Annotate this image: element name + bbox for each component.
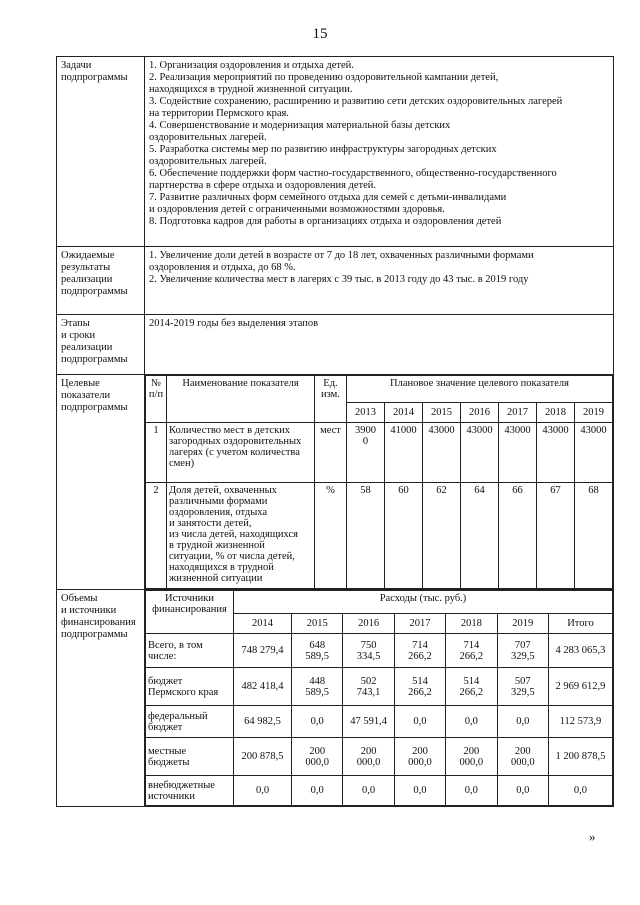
financing-value [343,738,394,776]
target-value [499,423,537,483]
targets-header-unit-line: изм. [321,389,340,400]
financing-source-line: бюджет [148,675,183,687]
target-name-line: различными формами [169,496,268,507]
financing-value [394,776,445,806]
financing-value-line: 0,0 [464,785,478,796]
financing-value [234,668,292,706]
financing-value [343,668,394,706]
target-unit: % [315,483,347,589]
financing-value-line: 266,2 [459,650,484,662]
target-value-line: 43000 [428,425,455,436]
task-line: 4. Совершенствование и модернизация материальной базы детских [149,120,451,131]
target-value [575,483,613,589]
financing-value-line: 200 [412,745,428,757]
financing-value-line: 0,0 [310,716,324,727]
financing-value-line: 0,0 [464,716,478,727]
target-name-line: ситуации, % от числа детей, [169,551,295,562]
financing-value-line: 200 [463,745,480,757]
financing-value-line: 448 [309,675,326,687]
closing-quote: » [589,829,596,844]
target-num: 2 [146,483,167,589]
financing-value [292,634,343,668]
financing-value [446,776,497,806]
target-value [347,423,385,483]
target-value-line: 58 [360,485,371,496]
financing-total [548,634,612,668]
financing-content [145,590,614,807]
target-name-line: смен) [169,458,195,469]
financing-year-header: 2015 [292,614,343,634]
tasks-content [145,57,614,247]
targets-table [145,375,613,589]
financing-value-line: 748 279,4 [241,645,284,656]
financing-header-sources-line: финансирования [152,604,227,615]
financing-value [446,634,497,668]
financing-value [234,738,292,776]
financing-value-line: 0,0 [516,716,530,727]
target-value [499,483,537,589]
task-line: 8. Подготовка кадров для работы в организациях отдыха и оздоровления детей [149,216,502,227]
target-name [167,483,315,589]
financing-value [343,706,394,738]
financing-value-line: 0,0 [362,785,376,796]
results-label [57,247,145,315]
financing-value-line: 0,0 [573,785,588,796]
financing-row-item [146,776,613,806]
targets-header-unit [315,376,347,423]
financing-value-line: 266,2 [408,650,432,662]
financing-source-line: числе: [148,650,177,662]
financing-value-line: 0,0 [413,716,427,727]
targets-header-num-line: п/п [148,389,164,400]
financing-value [234,634,292,668]
financing-source [146,634,234,668]
targets-label-line: подпрограммы [61,402,128,413]
financing-value-line: 112 573,9 [559,716,602,727]
financing-value [292,738,343,776]
financing-value [343,634,394,668]
financing-value-line: 47 591,4 [350,716,387,727]
financing-year-header: 2019 [497,614,548,634]
financing-value-line: 589,5 [305,650,329,662]
target-name-line: в трудной жизненной [169,540,265,551]
financing-header-sources [146,591,234,634]
financing-source [146,738,234,776]
financing-value-line: 514 [412,675,428,687]
targets-row [57,375,614,590]
financing-value-line: 0,0 [516,785,530,796]
passport-table [56,56,614,807]
financing-year-header: 2017 [394,614,445,634]
financing-value-line: 648 [309,639,326,651]
financing-header-expenses: Расходы (тыс. руб.) [234,591,613,614]
financing-label-line: финансирования [61,617,136,628]
financing-value-line: 200 [360,745,377,757]
financing-value-line: 743,1 [356,686,381,698]
financing-value-line: 0,0 [310,785,324,796]
tasks-label-line: подпрограммы [61,72,128,83]
financing-value [234,776,292,806]
financing-value-line: 266,2 [459,686,484,698]
page-number: 15 [312,26,328,42]
financing-value [497,776,548,806]
financing-value-line: 000,0 [408,756,432,768]
financing-total [548,738,612,776]
financing-total [548,668,612,706]
target-name-line: и занятости детей, [169,518,252,529]
financing-value-line: 714 [412,639,428,651]
financing-row-item [146,706,613,738]
financing-source-line: внебюджетные [148,779,215,791]
target-value-line: 43000 [504,425,531,436]
financing-source-line: бюджет [148,721,183,733]
target-name-line: лагерях (с учетом количества [169,447,300,458]
financing-value-line: 000,0 [510,756,535,768]
target-value [461,483,499,589]
financing-value [497,634,548,668]
target-value [385,483,423,589]
targets-header-row [146,376,613,403]
financing-value-line: 707 [514,639,531,651]
financing-value [497,668,548,706]
targets-label-line: Целевые [61,378,100,389]
target-name-line: Количество мест в детских [169,425,291,436]
financing-value [446,738,497,776]
financing-value [394,668,445,706]
targets-header-unit-line: Ед. [323,378,338,389]
task-line: 7. Развитие различных форм семейного отдыха для семей с детьми-инвалидами [149,192,507,203]
financing-value-line: 2 969 612,9 [555,681,606,692]
stages-label-line: Этапы [61,318,90,329]
target-name-line: из числа детей, находящихся [169,529,298,540]
target-year-header: 2017 [499,403,537,423]
target-year-header: 2018 [537,403,575,423]
task-line: 6. Обеспечение поддержки форм частно-государственного, общественно-государственного [149,168,557,179]
target-value [537,423,575,483]
financing-source-line: местные [148,745,187,757]
target-value [461,423,499,483]
stages-label-line: и сроки [61,330,96,341]
financing-value-line: 514 [463,675,480,687]
financing-value-line: 0,0 [255,785,270,796]
target-value [423,423,461,483]
target-num: 1 [146,423,167,483]
financing-year-header: Итого [548,614,612,634]
target-value-line: 66 [512,485,523,496]
financing-header-row [146,591,613,614]
task-line: находящихся в трудной жизненной ситуации. [149,84,353,95]
task-line: и оздоровления детей с ограниченными возможностями здоровья. [149,204,445,215]
financing-value-line: 000,0 [305,756,329,768]
financing-source-line: федеральный [148,710,208,722]
task-line: оздоровительных лагерей. [149,156,267,167]
financing-value-line: 266,2 [408,686,432,698]
target-value-line: 43000 [466,425,493,436]
financing-value-line: 507 [514,675,531,687]
target-name-line: Доля детей, охваченных [169,485,277,496]
task-line: оздоровительных лагерей. [149,132,267,143]
target-row [146,423,613,483]
financing-total [548,706,612,738]
financing-value-line: 334,5 [356,650,381,662]
financing-year-header: 2016 [343,614,394,634]
financing-value-line: 200 [309,745,326,757]
target-year-header: 2019 [575,403,613,423]
target-value-line: 64 [474,485,485,496]
financing-value-line: 200 878,5 [241,751,284,762]
financing-value [446,668,497,706]
stages-label-line: подпрограммы [61,354,128,365]
result-line: 2. Увеличение количества мест в лагерях с 39 тыс. в 2013 году до 43 тыс. в 2019 году [149,274,529,285]
financing-value [292,776,343,806]
results-label-line: подпрограммы [61,286,128,297]
target-name-line: находящихся в трудной [169,562,274,573]
financing-value-line: 0,0 [413,785,427,796]
results-label-line: Ожидаемые [61,250,115,261]
target-value-line: 3900 [355,425,376,436]
target-value-line: 43000 [580,425,607,436]
financing-value [497,738,548,776]
financing-row-item [146,738,613,776]
targets-header-name: Наименование показателя [167,376,315,423]
task-line: 3. Содействие сохранению, расширению и развитию сети детских оздоровительных лагерей [149,96,563,107]
target-year-header: 2015 [423,403,461,423]
target-value-line: 60 [398,485,409,496]
financing-year-header: 2018 [446,614,497,634]
stages-label-line: реализации [61,342,113,353]
financing-year-header: 2014 [234,614,292,634]
task-line: 5. Разработка системы мер по развитию инфраструктуры загородных детских [149,144,497,155]
financing-header-sources-line: Источники [165,593,214,604]
financing-value [394,738,445,776]
financing-value-line: 000,0 [459,756,484,768]
tasks-label-line: Задачи [61,60,92,71]
financing-label-line: и источники [61,605,117,616]
result-line: 1. Увеличение доли детей в возрасте от 7 до 18 лет, охваченных различными формами [149,250,534,261]
financing-row-item [146,668,613,706]
target-value [347,483,385,589]
tasks-label [57,57,145,247]
target-name [167,423,315,483]
financing-source [146,706,234,738]
results-row [57,247,614,315]
target-name-line: жизненной ситуации [169,573,263,584]
target-value-line: 0 [362,436,369,447]
financing-value [497,706,548,738]
financing-value [234,706,292,738]
stages-row [57,315,614,375]
target-value-line: 43000 [542,425,569,436]
financing-value-line: 329,5 [510,686,535,698]
financing-source-line: бюджеты [148,756,190,768]
financing-value-line: 482 418,4 [241,681,284,692]
task-line: 2. Реализация мероприятий по проведению оздоровительной кампании детей, [149,72,499,83]
financing-value-line: 200 [514,745,531,757]
financing-label [57,590,145,807]
financing-source-line: источники [148,790,195,802]
result-line: оздоровления и отдыха, до 68 %. [149,262,296,273]
target-year-header: 2014 [385,403,423,423]
targets-header-num [146,376,167,423]
financing-row-item [146,634,613,668]
task-line: на территории Пермского края. [149,108,289,119]
target-value-line: 67 [550,485,561,496]
financing-value [343,776,394,806]
target-unit: мест [315,423,347,483]
target-name-line: оздоровления, отдыха [169,507,268,518]
financing-source [146,668,234,706]
financing-value [292,668,343,706]
target-value-line: 68 [588,485,599,496]
target-value [575,423,613,483]
target-year-header: 2013 [347,403,385,423]
financing-source-line: Пермского края [148,686,219,698]
results-label-line: реализации [61,274,113,285]
results-label-line: результаты [61,262,111,273]
financing-source [146,776,234,806]
target-value-line: 41000 [390,425,417,436]
financing-value-line: 4 283 065,3 [555,645,606,656]
task-line: партнерства в сфере отдыха и оздоровления детей. [149,180,377,191]
financing-row [57,590,614,807]
target-name-line: загородных оздоровительных [169,436,302,447]
target-year-header: 2016 [461,403,499,423]
target-value [537,483,575,589]
financing-value [394,634,445,668]
financing-value-line: 64 982,5 [244,716,281,727]
targets-label [57,375,145,590]
financing-value-line: 714 [463,639,480,651]
financing-value-line: 1 200 878,5 [555,751,606,762]
financing-value-line: 000,0 [356,756,381,768]
stages-content [145,315,614,375]
targets-label-line: показатели [61,390,111,401]
tasks-row [57,57,614,247]
target-value [385,423,423,483]
financing-label-line: Объемы [61,593,98,604]
financing-value-line: 502 [360,675,377,687]
targets-header-planned: Плановое значение целевого показателя [347,376,613,403]
financing-value [292,706,343,738]
financing-value [394,706,445,738]
target-row [146,483,613,589]
financing-value [446,706,497,738]
financing-value-line: 750 [360,639,377,651]
stages-text: 2014-2019 годы без выделения этапов [149,318,319,329]
target-value [423,483,461,589]
results-content [145,247,614,315]
financing-value-line: 329,5 [510,650,535,662]
financing-table [145,590,613,806]
financing-total [548,776,612,806]
financing-label-line: подпрограммы [61,629,128,640]
financing-source-line: Всего, в том [148,639,203,651]
targets-header-num-line: № [150,378,162,389]
stages-label [57,315,145,375]
task-line: 1. Организация оздоровления и отдыха детей. [149,60,354,71]
financing-value-line: 589,5 [305,686,329,698]
targets-content [145,375,614,590]
target-value-line: 62 [436,485,447,496]
